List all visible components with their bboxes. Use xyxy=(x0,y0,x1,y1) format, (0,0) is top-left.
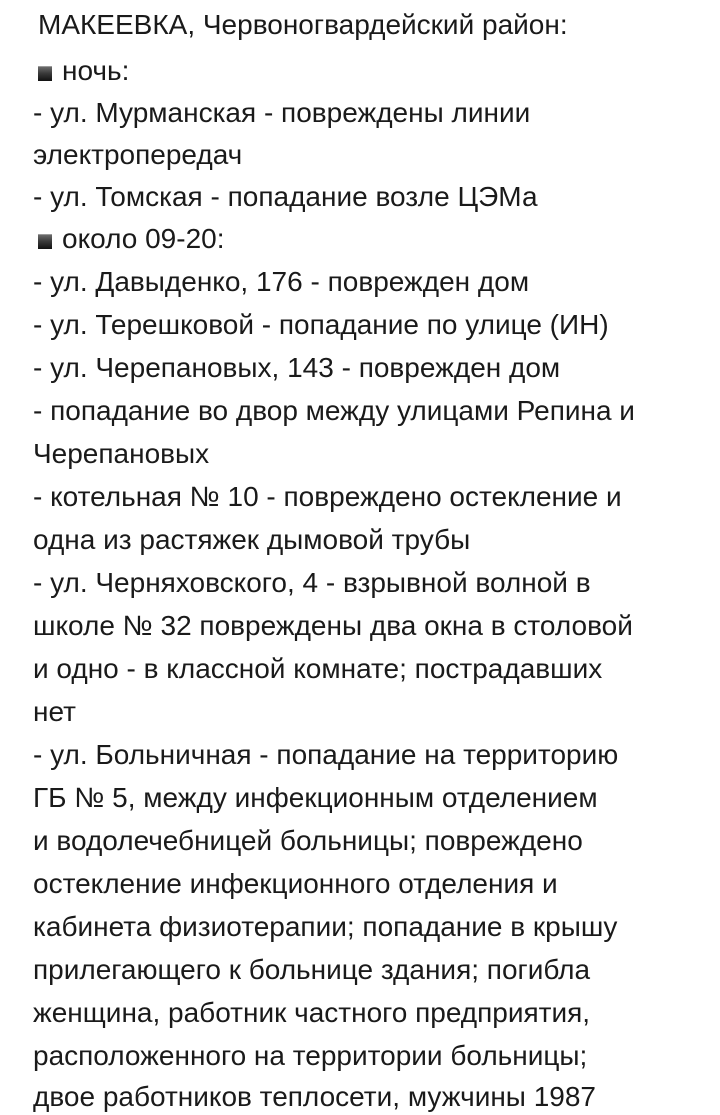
text-line: - ул. Черепановых, 143 - поврежден дом xyxy=(33,352,561,383)
text-line: двое работников теплосети, мужчины 1987 xyxy=(33,1081,596,1112)
text-line: - котельная № 10 - повреждено остекление и xyxy=(33,481,622,512)
text-line: ГБ № 5, между инфекционным отделением xyxy=(33,782,598,813)
black-square-icon xyxy=(38,66,52,81)
text-line: кабинета физиотерапии; попадание в крышу xyxy=(33,911,618,942)
text-line: школе № 32 повреждены два окна в столовой xyxy=(33,610,633,641)
text-line: - ул. Черняховского, 4 - взрывной волной в xyxy=(33,567,591,598)
text-line: и водолечебницей больницы; повреждено xyxy=(33,825,583,856)
text-line: нет xyxy=(33,696,76,727)
text-line: - попадание во двор между улицами Репина и xyxy=(33,395,635,426)
text-line: прилегающего к больнице здания; погибла xyxy=(33,954,591,985)
heading-line: МАКЕЕВКА, Червоногвардейский район: xyxy=(38,9,568,40)
text-line: и одно - в классной комнате; пострадавших xyxy=(33,653,603,684)
text-line: Черепановых xyxy=(33,438,210,469)
section-label: около 09-20: xyxy=(62,223,225,254)
text-line: расположенного на территории больницы; xyxy=(33,1040,588,1071)
black-square-icon xyxy=(38,234,52,249)
text-line: женщина, работник частного предприятия, xyxy=(33,997,591,1028)
section-label: ночь: xyxy=(62,55,130,86)
text-line: - ул. Давыденко, 176 - поврежден дом xyxy=(33,266,530,297)
text-line: - ул. Терешковой - попадание по улице (ИН) xyxy=(33,309,609,340)
text-line: - ул. Больничная - попадание на территорию xyxy=(33,739,619,770)
text-line: одна из растяжек дымовой трубы xyxy=(33,524,471,555)
text-line: - ул. Мурманская - повреждены линии xyxy=(33,97,531,128)
text-line: электропередач xyxy=(33,139,243,170)
text-line: - ул. Томская - попадание возле ЦЭМа xyxy=(33,181,538,212)
text-line: остекление инфекционного отделения и xyxy=(33,868,558,899)
section-header-night xyxy=(38,57,129,85)
section-header-morning xyxy=(38,225,225,253)
